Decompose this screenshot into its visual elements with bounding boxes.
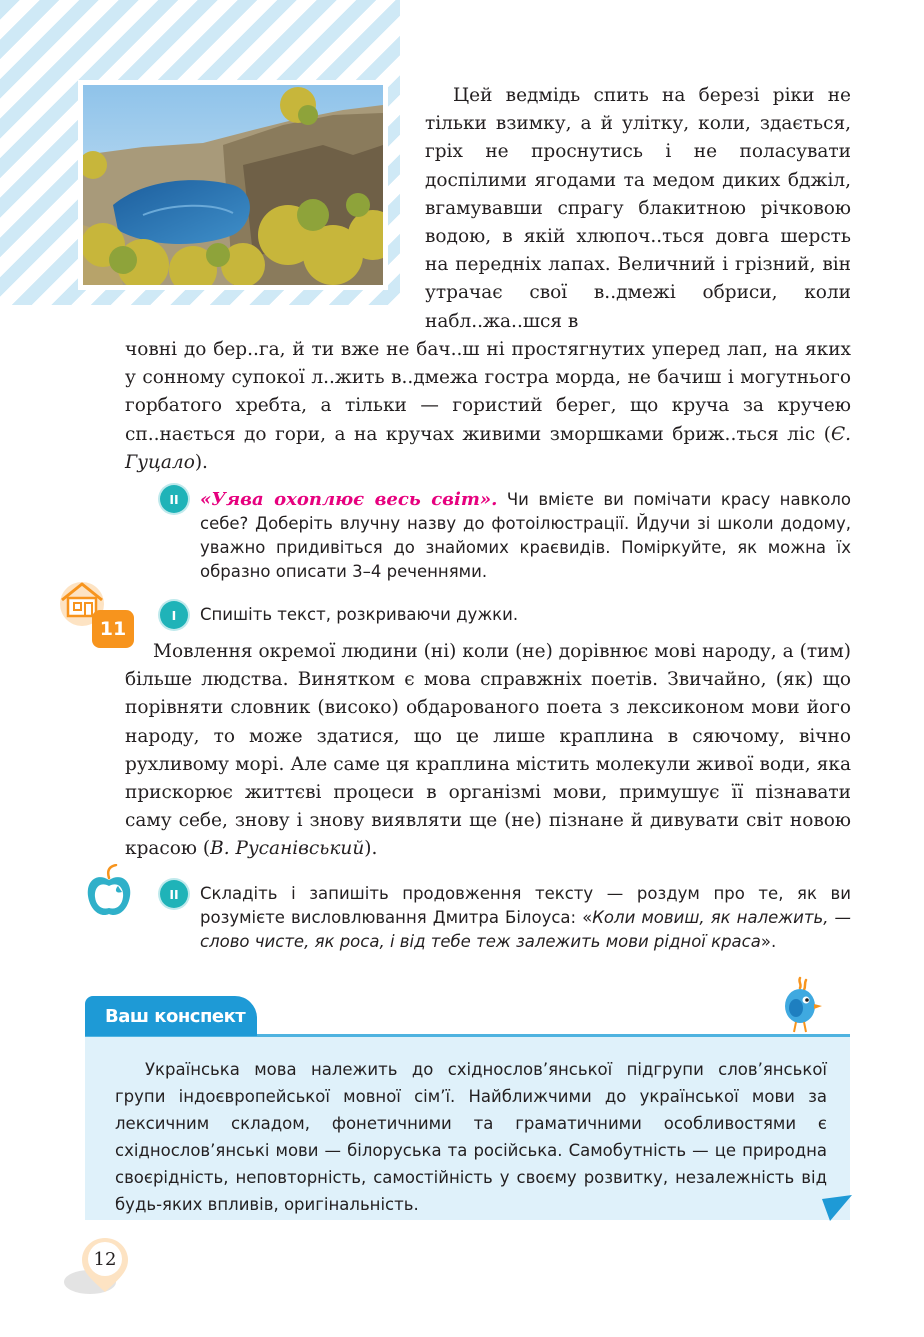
exercise-instruction: Спишіть текст, розкриваючи дужки. (200, 605, 519, 624)
task-b-quote: Коли мовиш, як належить, — слово чисте, як роса, і від тебе теж залежить мови рідної краса (200, 908, 851, 951)
paragraph-2-author: В. Русанівський (210, 838, 365, 860)
paragraph-1-top: Цей ведмідь спить на березі ріки не тільки взимку, а й улітку, коли, здається, гріх не проснутись і не поласувати доспілими ягодами та медом диких бджіл, вгамувавши спрагу блакитною річковою водою, в якій хлюпоч..ться довга шерсть на передніх лапах. Величний і грізний, він утрачає свої в..дмежі обриси, коли набл..жа..шся в (425, 85, 851, 332)
page-number-marker (62, 1236, 152, 1310)
paragraph-1-author: Є. Гуцало (125, 423, 851, 473)
paragraph-1-closing: ). (194, 451, 208, 473)
konspekt-heading: Ваш конспект (85, 996, 257, 1036)
task-b (200, 882, 851, 954)
exercise-number: 11 (92, 610, 134, 648)
konspekt-text: Українська мова належить до східнослов’янської підгрупи слов’янської групи індоєвропейської мовної сім’ї. Найближчими до української мови за лексичним складом, фонетичними та граматичними особливостями є східнослов’янські мови — білоруська та російська. Самобутність — це природна своєрідність, неповторність, самостійність у своєму розвитку, незалежність від будь-яких впливів, оригінальність. (115, 1060, 827, 1214)
task-a-title: «Уява охоплює весь світ». (200, 489, 498, 510)
page-number: 12 (93, 1248, 117, 1270)
corner-triangle-icon (822, 1195, 852, 1221)
level-badge: I (160, 601, 188, 629)
paragraph-1-text: човні до бер..га, й ти вже не бач..ш ні простягнутих уперед лап, на яких у сонному супокої л..жить в..дмежа гостра морда, не бачиш і могутнього горбатого хребта, а тільки — гористий берег, що круча за кручею сп..нається до гори, а на кручах живими зморшками бриж..ться ліс ( (125, 339, 851, 445)
bird-icon (776, 976, 824, 1034)
paragraph-1-bottom (125, 336, 851, 477)
paragraph-2-text: Мовлення окремої людини (ні) коли (не) дорівнює мові народу, а (тим) більше людства. Винятком є мова справжніх поетів. Звичайно, (як) що порівняти словник (високо) обдарованого поета з лексиконом мови його народу, то може здатися, що це лише краплина в сяючому, вічно рухливому морі. Але саме ця краплина містить молекули живої води, яка прискорює життєві процеси в організмі мови, примушує її пізнавати саму себе, знову і знову виявляти ще (не) пізнане й дивувати світ новою красою ( (125, 641, 851, 860)
level-badge: II (160, 485, 188, 513)
landscape-photo (83, 85, 383, 285)
paragraph-2 (125, 638, 851, 864)
photo-frame (78, 80, 388, 290)
task-b-closing: ». (760, 932, 777, 951)
task-a-text: Чи вмієте ви помічати красу навколо себе? Доберіть влучну назву до фотоілюстрації. Йдучи зі школи додому, уважно придивіться до знайомих краєвидів. Поміркуйте, як можна їх образно описати 3–4 реченнями. (200, 490, 851, 581)
apple-icon (84, 864, 134, 920)
level-badge: II (160, 880, 188, 908)
task-b-text: Складіть і запишіть продовження тексту — роздум про те, як ви розумієте висловлювання Дмитра Білоуса: « (200, 884, 851, 927)
paragraph-2-closing: ). (364, 838, 378, 860)
task-a (200, 488, 851, 584)
